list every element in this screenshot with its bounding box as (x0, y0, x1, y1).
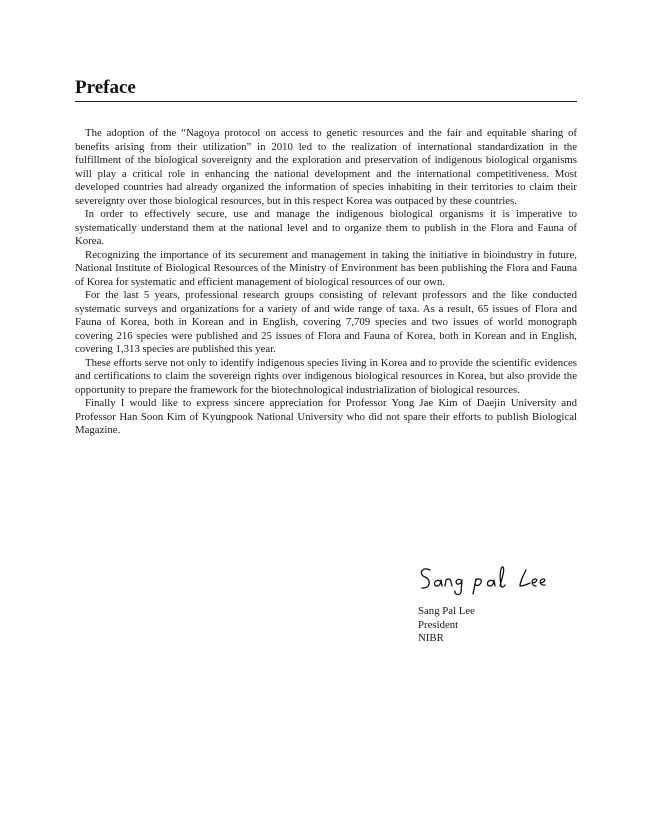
paragraph: Recognizing the importance of its securement and management in taking the initiative in bioindustry in future, National Institute of Biological Resources of the Ministry of Environment has been publishing the Flora and Fauna of Korea for systematic and efficient management of biological resources of our own. (75, 248, 577, 288)
paragraph: In order to effectively secure, use and manage the indigenous biological organisms it is imperative to systematically understand them at the national level and to organize them to publish in the Flora and Fauna of Korea. (75, 208, 577, 247)
section-heading (75, 76, 577, 102)
paragraph: For the last 5 years, professional research groups consisting of relevant professors and the like conducted systematic surveys and organizations for a variety of and wide range of taxa. As a result, 65 issues of Flora and Fauna of Korea, both in Korean and in English, covering 7,709 species and two issues of world monograph covering 216 species were published and 25 issues of Flora and Fauna of Korea, both in Korean and in English, covering 1,313 species are published this year. (75, 289, 577, 355)
signature-block (418, 605, 475, 646)
paragraph: Finally I would like to express sincere appreciation for Professor Yong Jae Kim of Daejin University and Professor Han Soon Kim of Kyungpook National University who did not spare their efforts to publish Biological Magazine. (75, 397, 577, 436)
preface-body (75, 127, 577, 438)
paragraph: These efforts serve not only to identify indigenous species living in Korea and to provide the scientific evidences and certifications to claim the sovereign rights over indigenous biological resources in Korea, but also provide the opportunity to prepare the framework for the biotechnological industrialization of biological resources. (75, 356, 577, 396)
page-title: Preface (75, 77, 136, 98)
signatory-title: President (418, 618, 459, 631)
signatory-organization: NIBR (418, 632, 444, 644)
handwritten-signature (416, 562, 576, 598)
signatory-name: Sang Pal Lee (418, 605, 475, 617)
paragraph: The adoption of the “Nagoya protocol on access to genetic resources and the fair and equitable sharing of benefits arising from their utilization” in 2010 led to the realization of international standardization in the fulfillment of the biological sovereignty and the exploration and preservation of indigenous biological organisms will play a critical role in enhancing the national development and the international competitiveness. Most developed countries had already organized the information of species inhabiting in their territories to claim their severeignty over those biological resources, but in this respect Korea was outpaced by these countries. (75, 127, 577, 207)
